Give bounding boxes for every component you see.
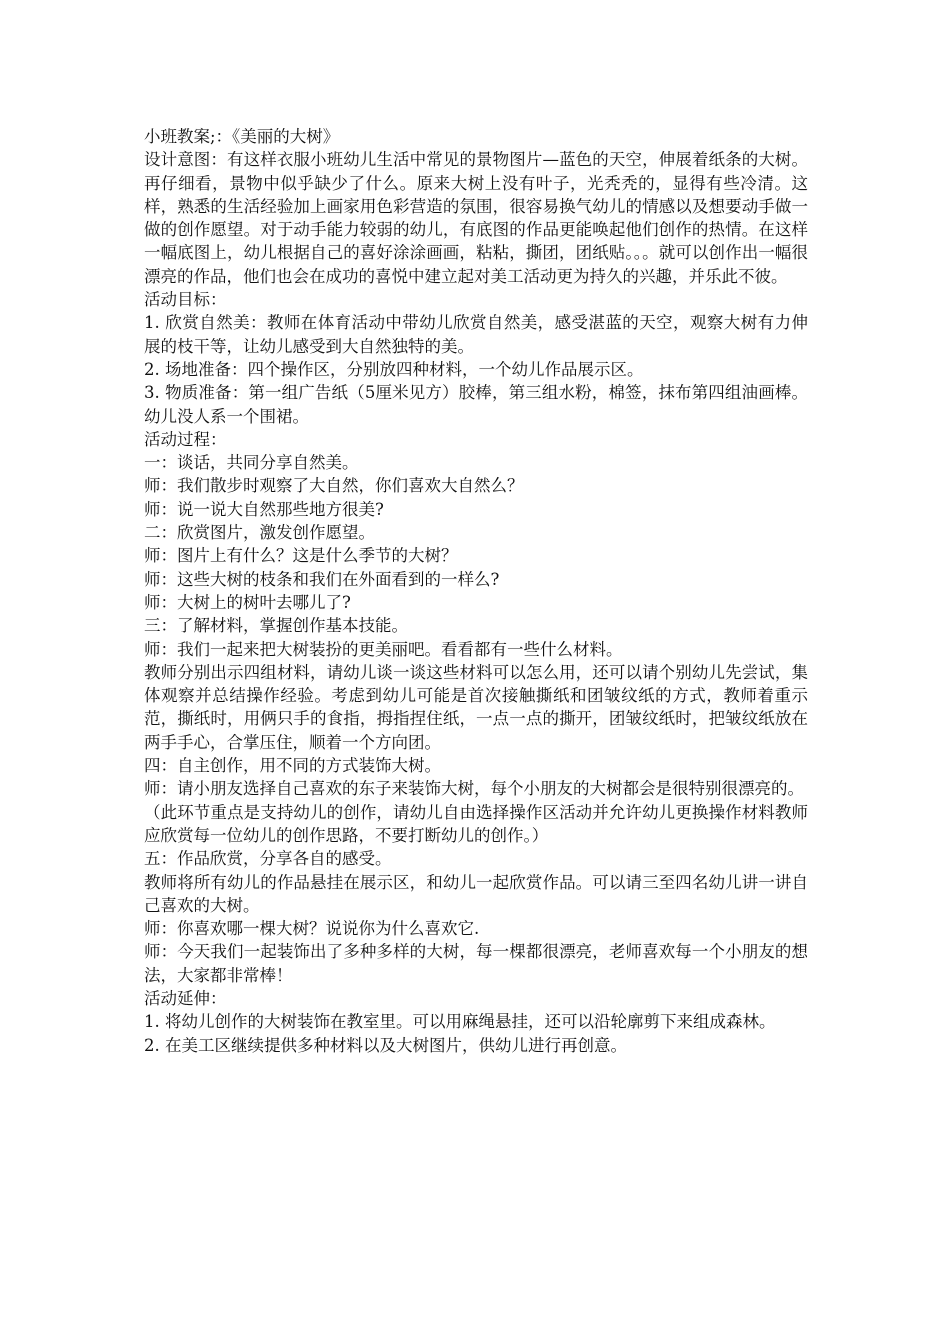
teacher-line: 师：你喜欢哪一棵大树？说说你为什么喜欢它. bbox=[144, 919, 480, 939]
design-intent-paragraph: 设计意图：有这样衣服小班幼儿生活中常见的景物图片—蓝色的天空，伸展着纸条的大树。再仔细看，景物中似乎缺少了什么。原来大树上没有叶子，光秃秃的，显得有些冷清。这样，熟悉的生活经验加上画家用色彩营造的氛围，很容易换气幼儿的情感以及想要动手做一做的创作愿望。对于动手能力较弱的幼儿，有底图的作品更能唤起他们创作的热情。在这样一幅底图上，幼儿根据自己的喜好涂涂画画，粘粘，撕团，团纸贴。。。就可以创作出一幅很漂亮的作品，他们也会在成功的喜悦中建立起对美工活动更为持久的兴趣，并乐此不彼。 bbox=[144, 150, 808, 286]
teacher-line: 师：我们散步时观察了大自然，你们喜欢大自然么？ bbox=[144, 476, 524, 496]
section-heading-goals: 活动目标： bbox=[144, 290, 227, 310]
goal-item-3: 3. 物质准备：第一组广告纸（5厘米见方）胶棒，第三组水粉，棉签，抹布第四组油画棒。幼儿没人系一个围裙。 bbox=[144, 383, 808, 426]
process-step-3-heading: 三：了解材料，掌握创作基本技能。 bbox=[144, 616, 408, 636]
section-heading-process: 活动过程： bbox=[144, 429, 227, 449]
teacher-line: 师：请小朋友选择自己喜欢的东子来装饰大树，每个小朋友的大树都会是很特别很漂亮的。 bbox=[144, 779, 804, 799]
goal-item-1: 1. 欣赏自然美：教师在体育活动中带幼儿欣赏自然美，感受湛蓝的天空，观察大树有力伸展的枝干等，让幼儿感受到大自然独特的美。 bbox=[144, 313, 808, 356]
teacher-line: 师：这些大树的枝条和我们在外面看到的一样么? bbox=[144, 569, 500, 589]
teacher-line: 师：说一说大自然那些地方很美? bbox=[144, 499, 384, 519]
display-paragraph: 教师将所有幼儿的作品悬挂在展示区，和幼儿一起欣赏作品。可以请三至四名幼儿讲一讲自己喜欢的大树。 bbox=[144, 872, 808, 915]
process-step-2-heading: 二：欣赏图片，激发创作愿望。 bbox=[144, 523, 375, 543]
section-heading-extension: 活动延伸： bbox=[144, 988, 227, 1008]
process-step-1-heading: 一：谈话，共同分享自然美。 bbox=[144, 453, 359, 473]
goal-item-2: 2. 场地准备：四个操作区，分别放四种材料，一个幼儿作品展示区。 bbox=[144, 359, 644, 379]
teacher-line: 师：大树上的树叶去哪儿了? bbox=[144, 592, 351, 612]
teacher-line: 师：我们一起来把大树装扮的更美丽吧。看看都有一些什么材料。 bbox=[144, 639, 623, 659]
process-step-4-heading: 四：自主创作，用不同的方式装饰大树。 bbox=[144, 756, 441, 776]
creation-note-paragraph: （此环节重点是支持幼儿的创作，请幼儿自由选择操作区活动并允许幼儿更换操作材料教师应欣赏每一位幼儿的创作思路，不要打断幼儿的创作。） bbox=[144, 802, 808, 845]
process-step-5-heading: 五：作品欣赏，分享各自的感受。 bbox=[144, 849, 392, 869]
teacher-line: 师：今天我们一起装饰出了多种多样的大树，每一棵都很漂亮，老师喜欢每一个小朋友的想法，大家都非常棒！ bbox=[144, 942, 808, 985]
extension-item-1: 1. 将幼儿创作的大树装饰在教室里。可以用麻绳悬挂，还可以沿轮廓剪下来组成森林。 bbox=[144, 1012, 776, 1032]
materials-demo-paragraph: 教师分别出示四组材料，请幼儿谈一谈这些材料可以怎么用，还可以请个别幼儿先尝试，集体观察并总结操作经验。考虑到幼儿可能是首次接触撕纸和团皱纹纸的方式，教师着重示范，撕纸时，用俩只手的食指，拇指捏住纸，一点一点的撕开，团皱纹纸时，把皱纹纸放在两手手心，合掌压住，顺着一个方向团。 bbox=[144, 662, 808, 752]
teacher-line: 师：图片上有什么？这是什么季节的大树？ bbox=[144, 546, 458, 566]
document-body bbox=[144, 125, 808, 1057]
extension-item-2: 2. 在美工区继续提供多种材料以及大树图片，供幼儿进行再创意。 bbox=[144, 1035, 627, 1055]
lesson-title: 小班教案;：《美丽的大树》 bbox=[144, 127, 340, 146]
